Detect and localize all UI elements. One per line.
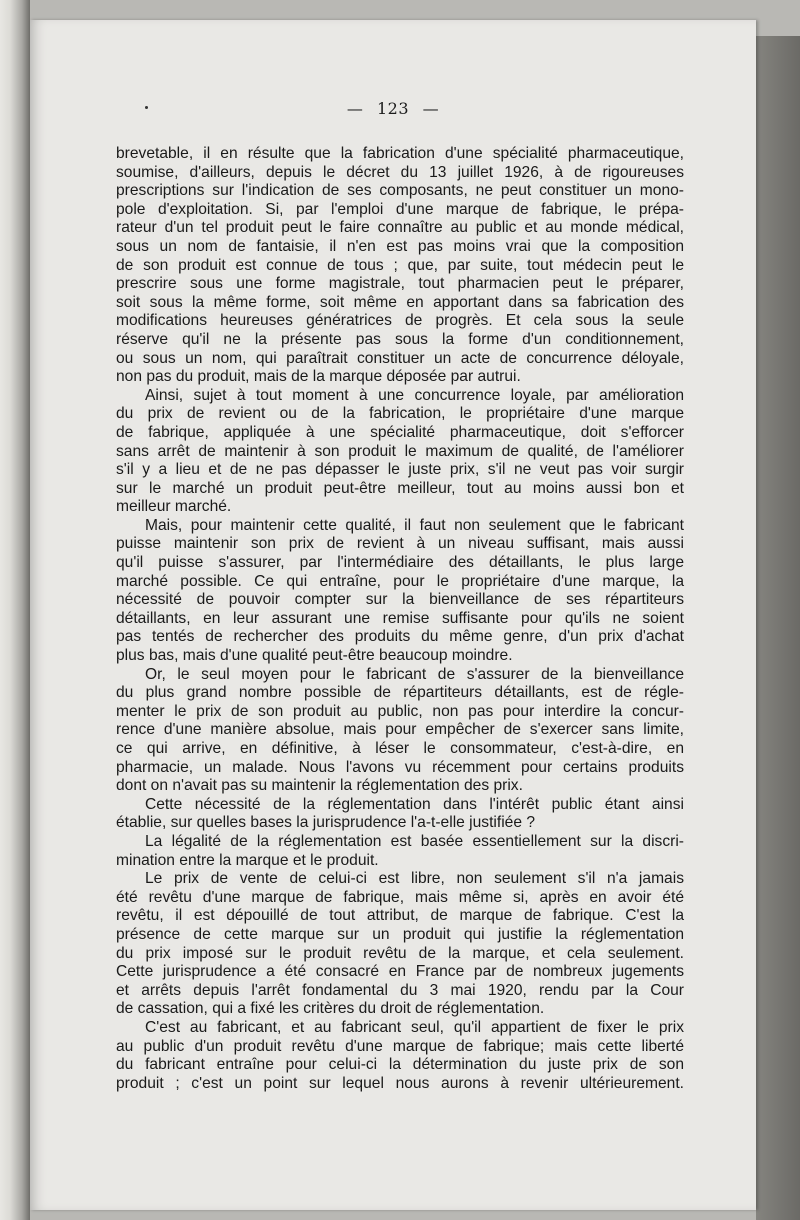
text-line: été revêtu d'une marque de fabrique, mais même si, après en avoir été bbox=[116, 888, 684, 906]
text-line: rateur d'un tel produit peut le faire connaître au public et au monde médical, bbox=[116, 219, 684, 237]
text-line: prescrire sous une forme magistrale, tout pharmacien peut le préparer, bbox=[116, 275, 684, 293]
text-line: La légalité de la réglementation est basée essentiellement sur la discri- bbox=[145, 832, 684, 850]
text-line: ce qui arrive, en définitive, à léser le consommateur, c'est-à-dire, en bbox=[116, 740, 684, 757]
text-line: sur le marché un produit peut-être meilleur, tout au moins aussi bon et bbox=[116, 479, 684, 497]
text-line: de fabrique, appliquée à une spécialité pharmaceutique, doit s'efforcer bbox=[116, 423, 684, 441]
text-line: s'il y a lieu et de ne pas dépasser le juste prix, s'il ne veut pas voir surgir bbox=[116, 461, 684, 479]
text-line: marché possible. Ce qui entraîne, pour le propriétaire d'une marque, la bbox=[116, 572, 684, 590]
text-line: brevetable, il en résulte que la fabrication d'une spécialité pharmaceutique, bbox=[116, 145, 684, 162]
text-line: C'est au fabricant, et au fabricant seul, qu'il appartient de fixer le prix bbox=[145, 1018, 684, 1036]
text-line: non pas du produit, mais de la marque déposée par autrui. bbox=[116, 368, 521, 386]
text-line: produit ; c'est un point sur lequel nous aurons à revenir ultérieurement. bbox=[116, 1074, 684, 1092]
text-line: établie, sur quelles bases la jurisprudence l'a-t-elle justifiée ? bbox=[116, 814, 536, 832]
text-line: mination entre la marque et le produit. bbox=[116, 851, 379, 869]
text-line: meilleur marché. bbox=[116, 498, 232, 516]
text-line: pas tentés de rechercher des produits du même genre, d'un prix d'achat bbox=[116, 628, 684, 646]
text-line: Mais, pour maintenir cette qualité, il faut non seulement que le fabricant bbox=[145, 516, 684, 534]
text-line: du prix imposé sur le produit revêtu de la marque, et cela seulement. bbox=[116, 944, 684, 962]
page-number-value: 123 bbox=[376, 99, 410, 118]
background-surface bbox=[756, 36, 800, 1220]
text-line: dont on n'avait pas su maintenir la réglementation des prix. bbox=[116, 777, 523, 795]
text-line: prescriptions sur l'indication de ses composants, ne peut constituer un mono- bbox=[116, 182, 684, 200]
text-line: et arrêts depuis l'arrêt fondamental du 3 mai 1920, rendu par la Cour bbox=[116, 981, 684, 999]
text-line: Cette nécessité de la réglementation dans l'intérêt public étant ainsi bbox=[145, 795, 684, 813]
text-line: présence de cette marque sur un produit qui justifie la réglementation bbox=[116, 925, 684, 943]
text-line: sous un nom de fantaisie, il n'en est pas moins vrai que la composition bbox=[116, 237, 684, 255]
text-line: soumise, d'ailleurs, depuis le décret du 13 juillet 1926, à de rigoureuses bbox=[116, 163, 684, 181]
document-page bbox=[30, 20, 756, 1210]
text-line: du prix de revient ou de la fabrication, le propriétaire d'une marque bbox=[116, 405, 684, 423]
text-line: nécessité de pouvoir compter sur la bienveillance de ses répartiteurs bbox=[116, 591, 684, 609]
page-number bbox=[30, 99, 756, 118]
page-number-dash-left: — bbox=[346, 99, 364, 118]
text-line: pharmacie, un malade. Nous l'avons vu récemment pour certains produits bbox=[116, 758, 684, 776]
text-line: soit sous la même forme, soit même en apportant dans sa fabrication des bbox=[116, 293, 684, 311]
text-line: Cette jurisprudence a été consacré en France par de nombreux jugements bbox=[116, 963, 684, 981]
text-line: du plus grand nombre possible de répartiteurs détaillants, est de régle- bbox=[116, 684, 684, 702]
text-line: de cassation, qui a fixé les critères du droit de réglementation. bbox=[116, 1000, 545, 1018]
text-line: du fabricant entraîne pour celui-ci la détermination du juste prix de son bbox=[116, 1056, 684, 1074]
text-line: ou sous un nom, qui paraîtrait constituer un acte de concurrence déloyale, bbox=[116, 349, 684, 367]
text-line: modifications heureuses génératrices de progrès. Et cela sous la seule bbox=[116, 312, 684, 330]
text-line: pole d'exploitation. Si, par l'emploi d'une marque de fabrique, le prépa- bbox=[116, 200, 684, 218]
body-text bbox=[116, 145, 684, 1093]
text-line: réserve qu'il ne la présente pas sous la forme d'un conditionnement, bbox=[116, 330, 684, 348]
text-line: Ainsi, sujet à tout moment à une concurrence loyale, par amélioration bbox=[145, 386, 684, 404]
text-line: détaillants, en leur assurant une remise suffisante pour qu'ils ne soient bbox=[116, 609, 684, 627]
text-line: au public d'un produit revêtu d'une marque de fabrique; mais cette liberté bbox=[116, 1037, 684, 1055]
previous-page-edge bbox=[0, 0, 30, 1220]
text-line: plus bas, mais d'une qualité peut-être beaucoup moindre. bbox=[116, 647, 513, 665]
text-line: de son produit est connue de tous ; que, par suite, tout médecin peut le bbox=[116, 256, 684, 274]
text-line: revêtu, il est dépouillé de tout attribut, de marque de fabrique. C'est la bbox=[116, 907, 684, 925]
text-line: qu'il puisse s'assurer, par l'intermédiaire des détaillants, le plus large bbox=[116, 554, 684, 572]
text-line: menter le prix de son produit au public, non pas pour interdire la concur- bbox=[116, 702, 684, 720]
text-line: Or, le seul moyen pour le fabricant de s'assurer de la bienveillance bbox=[145, 665, 684, 683]
text-line: sans arrêt de maintenir à son produit le maximum de qualité, de l'améliorer bbox=[116, 442, 684, 460]
text-line: puisse maintenir son prix de revient à un niveau suffisant, mais aussi bbox=[116, 535, 684, 553]
text-line: Le prix de vente de celui-ci est libre, non seulement s'il n'a jamais bbox=[145, 870, 684, 888]
page-number-dash-right: — bbox=[422, 99, 440, 118]
text-line: rence d'une manière absolue, mais pour empêcher de s'exercer sans limite, bbox=[116, 721, 684, 739]
